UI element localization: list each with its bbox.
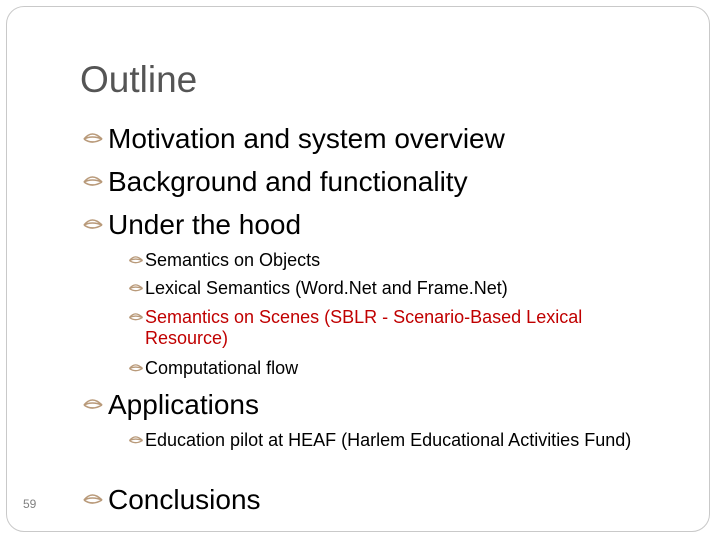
bullet-applications: [108, 389, 259, 421]
subbullet-semantics-scenes: [145, 307, 635, 349]
bullet-icon: [82, 397, 104, 413]
bullet-text: Motivation and system overview: [108, 123, 505, 154]
bullet-text: Applications: [108, 389, 259, 420]
subbullet-computational-flow: [145, 358, 298, 379]
bullet-icon: [82, 217, 104, 233]
bullet-text: Lexical Semantics (Word.Net and Frame.Net): [145, 278, 508, 298]
bullet-text: Education pilot at HEAF (Harlem Educational Activities Fund): [145, 430, 632, 450]
bullet-icon: [128, 311, 144, 324]
bullet-icon: [128, 254, 144, 267]
bullet-icon: [128, 362, 144, 375]
bullet-text: Computational flow: [145, 358, 299, 378]
bullet-icon: [128, 434, 144, 447]
bullet-conclusions: [108, 484, 261, 516]
bullet-text: Under the hood: [108, 209, 302, 240]
bullet-icon: [82, 174, 104, 190]
bullet-under-the-hood: [108, 209, 301, 241]
bullet-motivation: [108, 123, 505, 155]
subbullet-education-pilot: [145, 430, 635, 451]
bullet-icon: [82, 131, 104, 147]
page-number: 59: [23, 497, 37, 511]
subbullet-semantics-objects: [145, 250, 320, 271]
subbullet-lexical-semantics: [145, 278, 508, 299]
bullet-text: Semantics on Objects: [145, 250, 321, 270]
bullet-text: Semantics on Scenes (SBLR - Scenario-Based Lexical Resource): [145, 307, 583, 348]
bullet-icon: [82, 492, 104, 508]
bullet-icon: [128, 282, 144, 295]
slide-title: Outline: [80, 59, 198, 100]
bullet-text: Background and functionality: [108, 166, 468, 197]
bullet-background: [108, 166, 468, 198]
bullet-text: Conclusions: [108, 484, 261, 515]
